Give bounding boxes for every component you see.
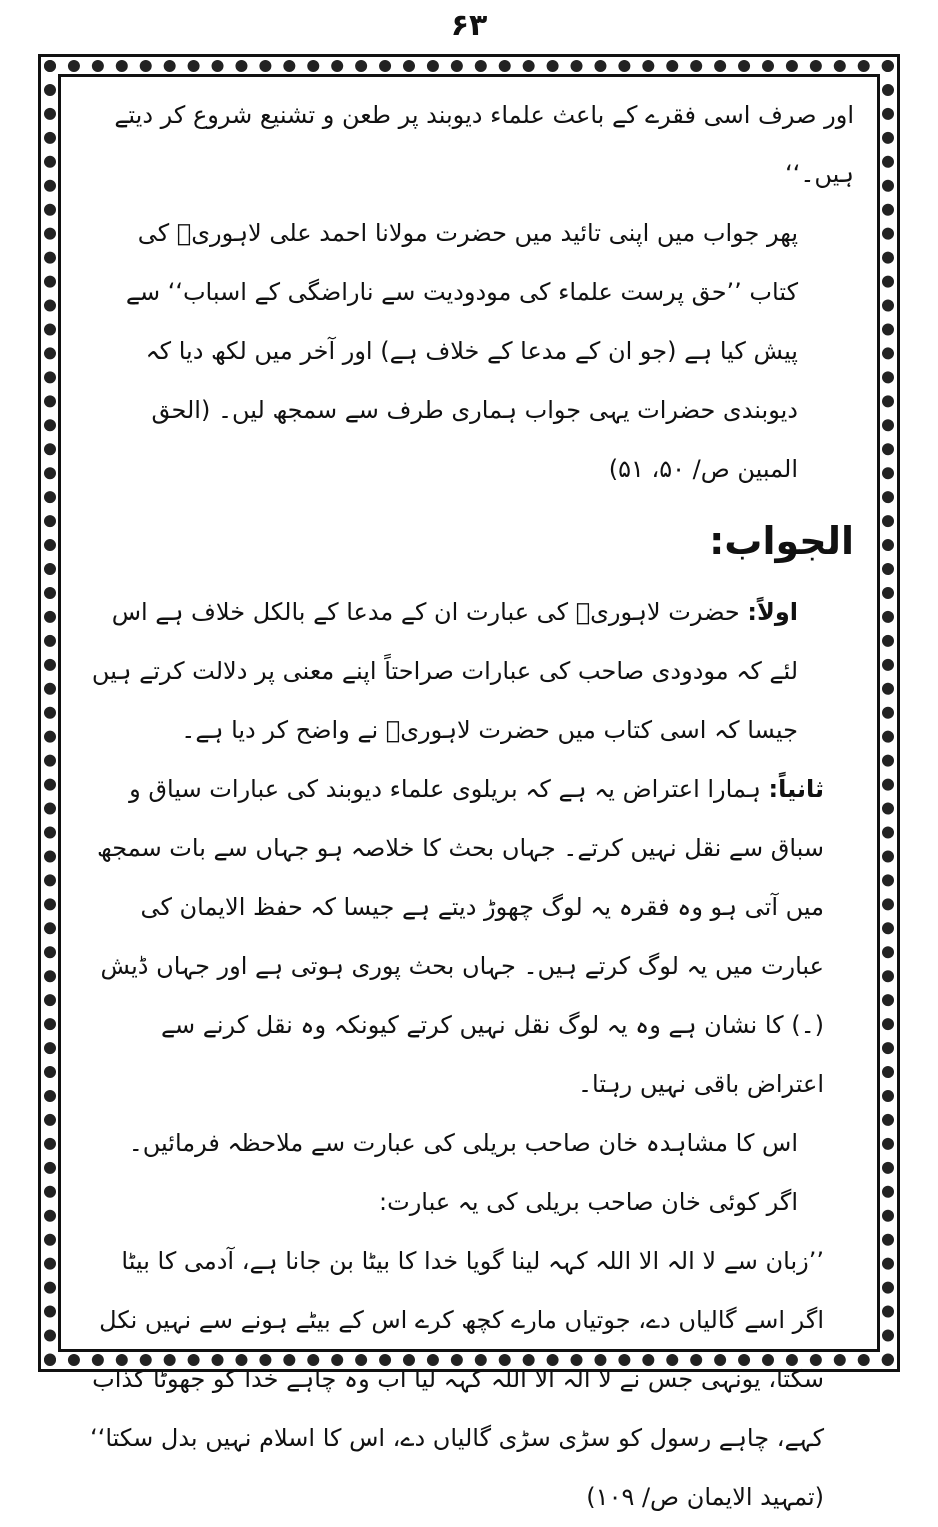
- paragraph-firstly: [84, 583, 854, 760]
- page-text: [84, 86, 854, 1527]
- quotation: ’’زبان سے لا الہ الا اللہ کہہ لینا گویا خدا کا بیٹا بن جانا ہے، آدمی کا بیٹا اگر اسے گالیاں دے، جوتیاں مارے کچھ کرے اس کے بیٹے ہونے سے نہیں نکل سکتا، یونہی جس نے لا الہ الا اللہ کہہ لیا اب وہ چاہے خدا کو جھوٹا کذاب کہے، چاہے رسول کو سڑی سڑی گالیاں دے، اس کا اسلام نہیں بدل سکتا‘‘ (تمہید الایمان ص/ ۱۰۹): [90, 1247, 824, 1511]
- firstly-label: اولاً:: [747, 598, 798, 626]
- firstly-text: حضرت لاہوریؒ کی عبارت ان کے مدعا کے بالکل خلاف ہے اس لئے کہ مودودی صاحب کی عبارات صراحتاً اپنے معنی پر دلالت کرتے ہیں جیسا کہ اسی کتاب میں حضرت لاہوریؒ نے واضح کر دیا ہے۔: [91, 598, 798, 744]
- section-heading: الجواب:: [709, 519, 854, 563]
- secondly-text: ہمارا اعتراض یہ ہے کہ بریلوی علماء دیوبند کی عبارات سیاق و سباق سے نقل نہیں کرتے۔ جہاں بحث کا خلاصہ ہو جہاں سے بات سمجھ میں آتی ہو وہ فقرہ یہ لوگ چھوڑ دیتے ہے جیسا کہ حفظ الایمان کی عبارت میں یہ لوگ کرتے ہیں۔ جہاں بحث پوری ہوتی ہے اور جہاں ڈیش (۔) کا نشان ہے وہ یہ لوگ نقل نہیں کرتے کیونکہ وہ نقل کرنے سے اعتراض باقی نہیں رہتا۔: [97, 775, 824, 1098]
- secondly-label: ثانیاً:: [768, 775, 824, 803]
- paragraph-if: اگر کوئی خان صاحب بریلی کی یہ عبارت:: [379, 1188, 798, 1216]
- paragraph-observation: اس کا مشاہدہ خان صاحب بریلی کی عبارت سے ملاحظہ فرمائیں۔: [128, 1129, 798, 1157]
- page-number: ۶۳: [450, 8, 488, 43]
- paragraph-secondly: [84, 760, 854, 1114]
- paragraph-1: اور صرف اسی فقرے کے باعث علماء دیوبند پر طعن و تشنیع شروع کر دیتے ہیں۔‘‘: [114, 101, 854, 188]
- paragraph-2: پھر جواب میں اپنی تائید میں حضرت مولانا احمد علی لاہوریؒ کی کتاب ’’حق پرست علماء کی مودودیت سے ناراضگی کے اسباب‘‘ سے پیش کیا ہے (جو ان کے مدعا کے خلاف ہے) اور آخر میں لکھ دیا کہ دیوبندی حضرات یہی جواب ہماری طرف سے سمجھ لیں۔ (الحق المبین ص/ ۵۰، ۵۱): [125, 219, 798, 483]
